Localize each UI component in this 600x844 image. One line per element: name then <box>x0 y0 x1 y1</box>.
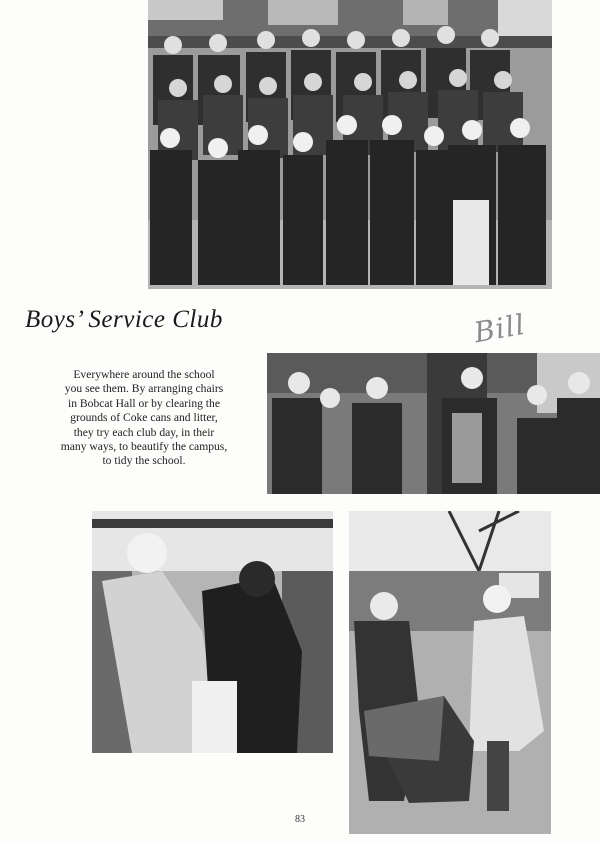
chairs-photo <box>267 353 600 494</box>
caption-line: to tidy the school. <box>102 454 186 468</box>
caption-line: many ways, to beautify the campus, <box>60 440 228 454</box>
caption-line: Everywhere around the school <box>73 368 215 381</box>
lockers-photo <box>92 511 333 753</box>
handwritten-signature: Bill <box>471 307 528 350</box>
page-number: 83 <box>295 814 305 825</box>
trash-photo <box>349 511 551 834</box>
caption-line: in Bobcat Hall or by clearing the <box>68 396 220 410</box>
page-title: Boys’ Service Club <box>25 306 223 333</box>
group-photo <box>148 0 552 289</box>
caption-text <box>28 368 260 469</box>
caption-line: grounds of Coke cans and litter, <box>70 411 218 425</box>
caption-line: you see them. By arranging chairs <box>64 382 224 396</box>
caption-line: they try each club day, in their <box>73 425 215 439</box>
